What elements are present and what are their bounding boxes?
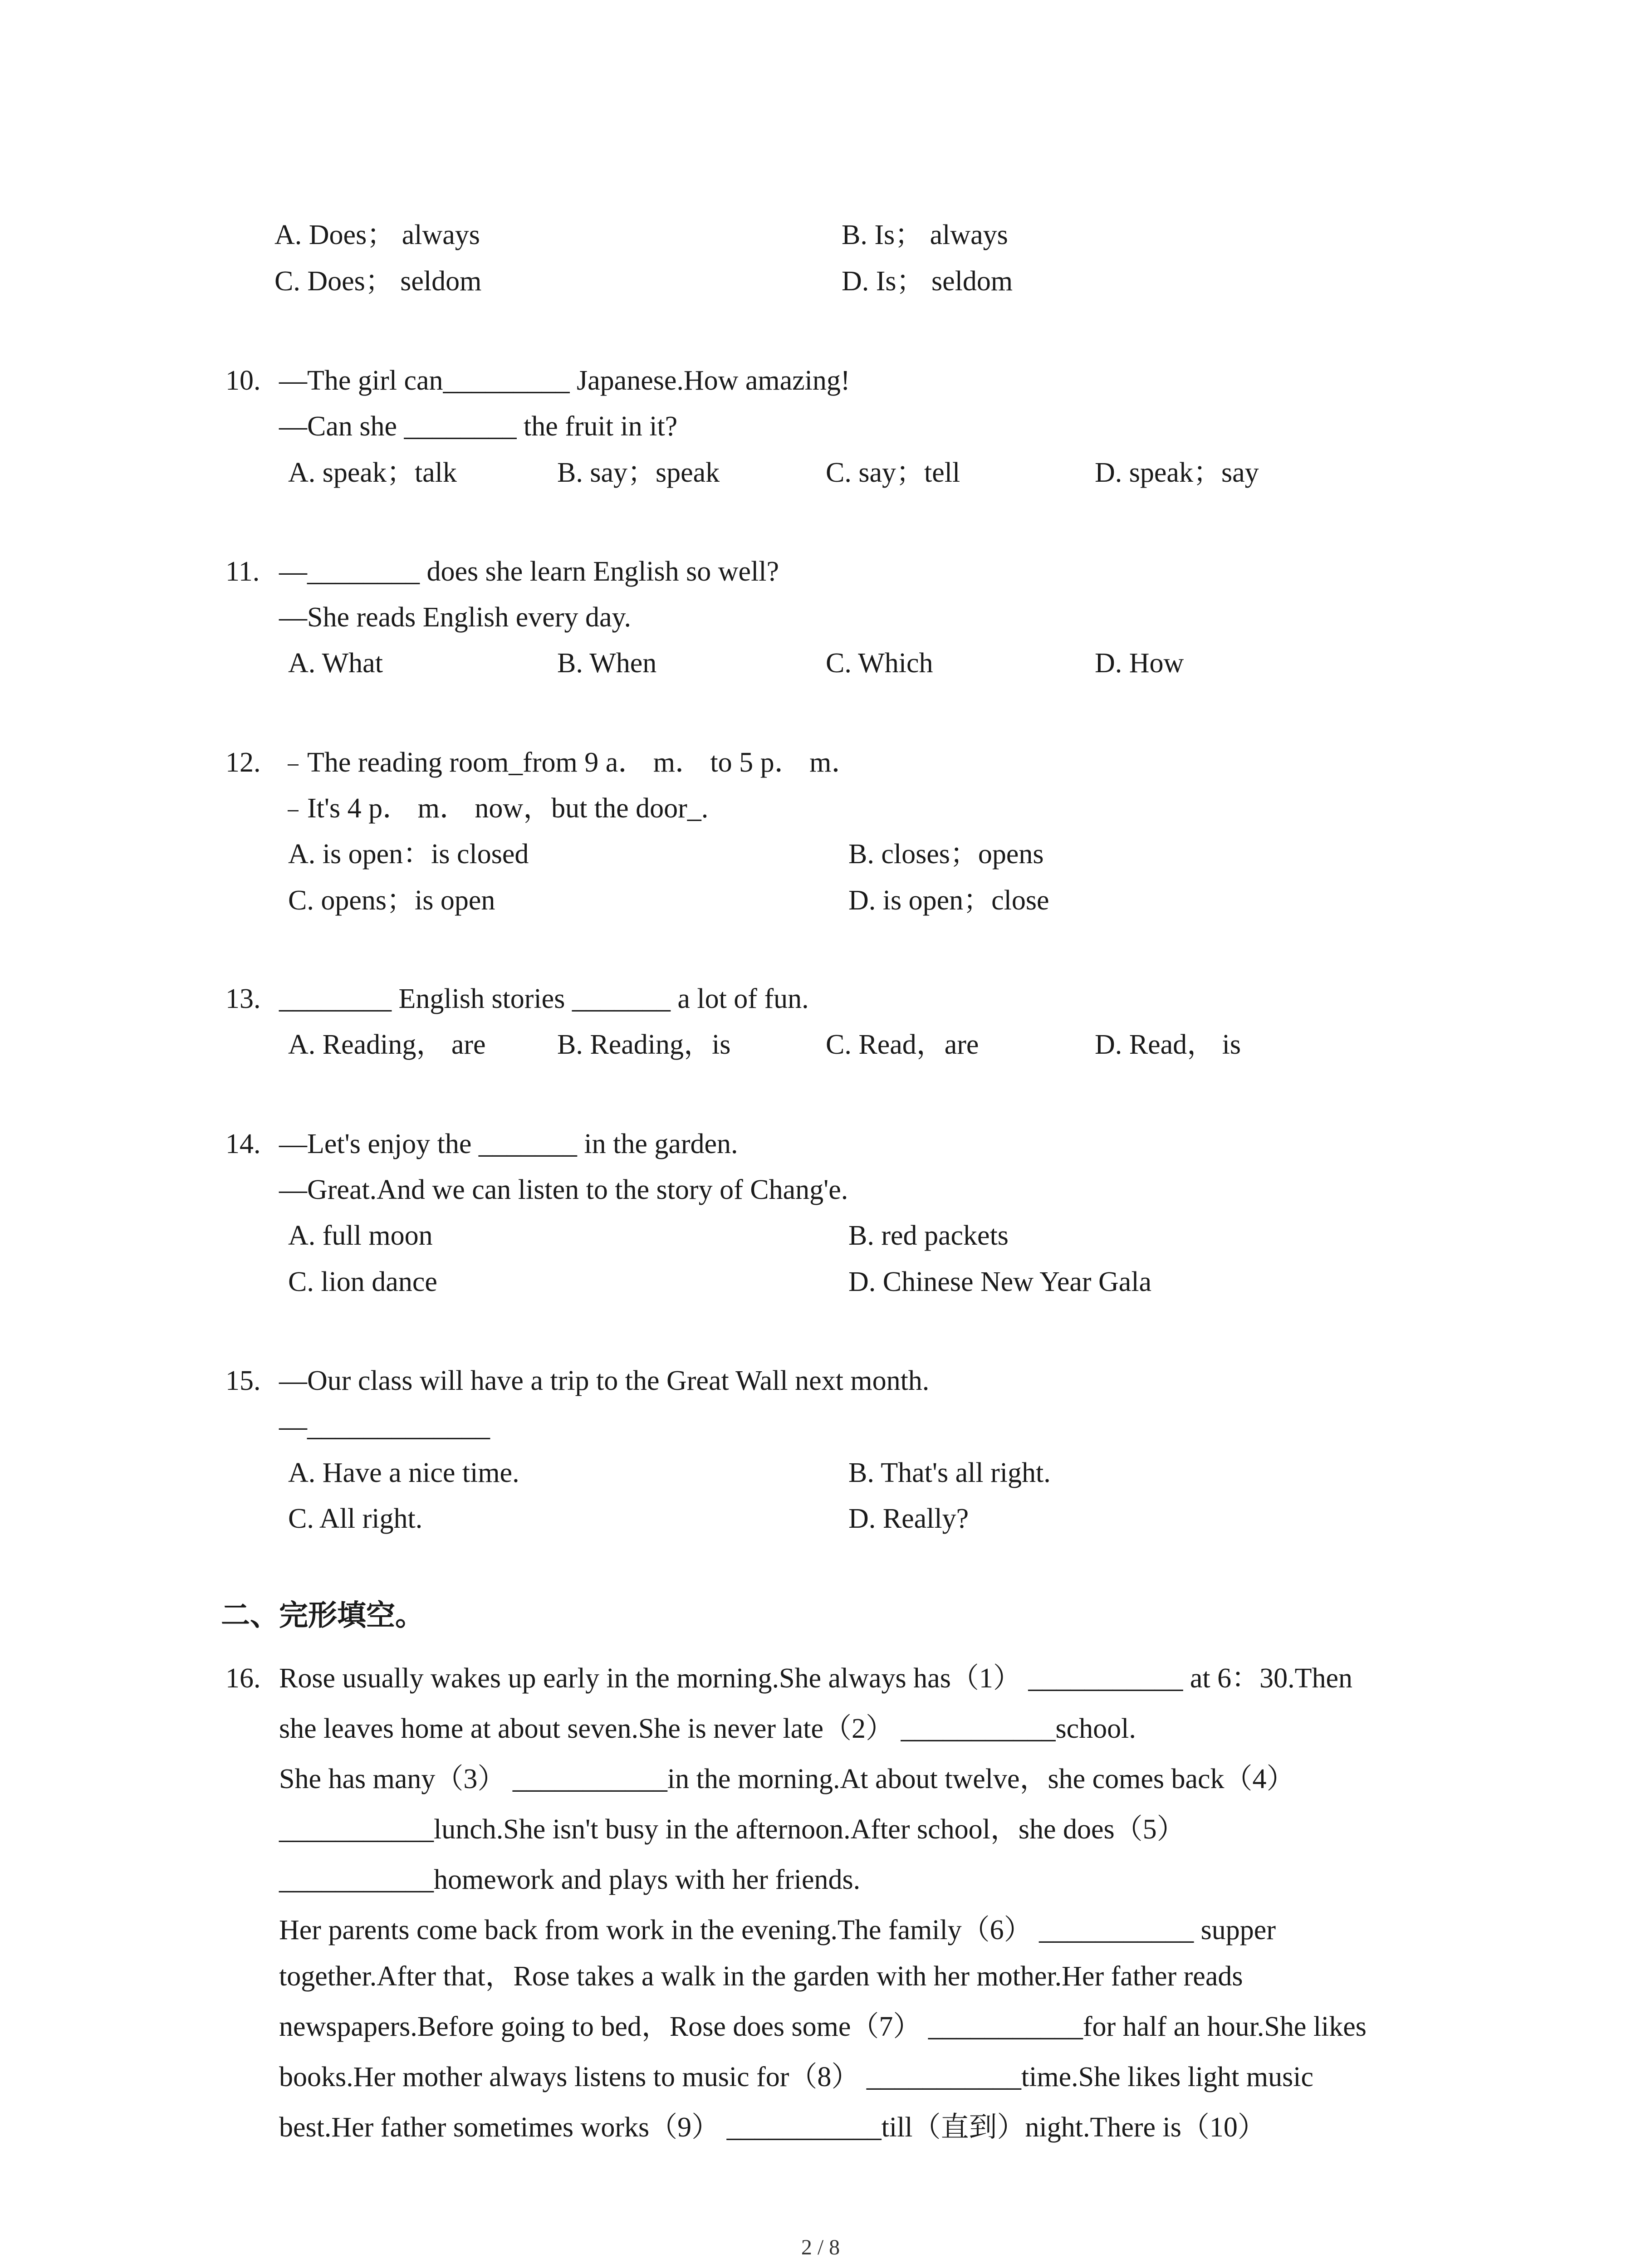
q13-option-d: D. Read， is <box>1095 1029 1241 1060</box>
q11-line1: —________ does she learn English so well? <box>279 556 779 587</box>
q11-option-c: C. Which <box>826 648 933 679</box>
q16-line: She has many（3） ___________in the morning.At about twelve，she comes back（4） <box>279 1764 1295 1794</box>
section-heading: 二、完形填空。 <box>221 1599 424 1633</box>
q14-line2: —Great.And we can listen to the story of Chang'e. <box>279 1174 848 1205</box>
q15-number: 15. <box>225 1365 261 1396</box>
q16-line: ___________lunch.She isn't busy in the afternoon.After school，she does（5） <box>279 1814 1185 1845</box>
q10-number: 10. <box>225 365 261 396</box>
q12-option-c: C. opens；is open <box>288 885 495 916</box>
q11-option-a: A. What <box>288 648 383 679</box>
q14-number: 14. <box>225 1129 261 1159</box>
q11-option-b: B. When <box>557 648 657 679</box>
q9-option-b: B. Is； always <box>842 220 1008 250</box>
q16-line: Her parents come back from work in the evening.The family（6） ___________ supper <box>279 1915 1276 1945</box>
q16-line: together.After that，Rose takes a walk in the garden with her mother.Her father reads <box>279 1961 1243 1992</box>
q9-option-d: D. Is； seldom <box>842 266 1013 297</box>
q15-option-c: C. All right. <box>288 1503 423 1534</box>
q14-line1: —Let's enjoy the _______ in the garden. <box>279 1129 738 1159</box>
q9-option-c: C. Does； seldom <box>274 266 482 297</box>
q15-option-b: B. That's all right. <box>848 1457 1051 1488</box>
q13-number: 13. <box>225 983 261 1014</box>
q10-option-b: B. say；speak <box>557 457 720 488</box>
q9-option-a: A. Does； always <box>274 220 480 250</box>
q14-option-c: C. lion dance <box>288 1266 437 1297</box>
q13-line1: ________ English stories _______ a lot of fun. <box>279 983 809 1014</box>
q14-option-d: D. Chinese New Year Gala <box>848 1266 1152 1297</box>
q15-line1: —Our class will have a trip to the Great Wall next month. <box>279 1365 930 1396</box>
q10-option-a: A. speak；talk <box>288 457 457 488</box>
q10-line2: —Can she ________ the fruit in it? <box>279 411 678 442</box>
q12-line2: ﹣It's 4 p． m． now，but the door_. <box>279 793 709 824</box>
q14-option-a: A. full moon <box>288 1220 433 1251</box>
page-number: 2 / 8 <box>801 2235 840 2259</box>
q12-number: 12. <box>225 747 261 778</box>
q11-option-d: D. How <box>1095 648 1184 679</box>
q10-option-c: C. say；tell <box>826 457 960 488</box>
q11-number: 11. <box>225 556 260 587</box>
q12-option-a: A. is open：is closed <box>288 839 529 870</box>
q16-line: books.Her mother always listens to music for（8） ___________time.She likes light music <box>279 2062 1313 2092</box>
q13-option-b: B. Reading，is <box>557 1029 731 1060</box>
q16-line: ___________homework and plays with her friends. <box>279 1864 861 1895</box>
q15-option-a: A. Have a nice time. <box>288 1457 519 1488</box>
q16-line: she leaves home at about seven.She is never late（2） ___________school. <box>279 1713 1136 1744</box>
q11-line2: —She reads English every day. <box>279 602 631 633</box>
q16-line: newspapers.Before going to bed，Rose does some（7） ___________for half an hour.She likes <box>279 2011 1367 2042</box>
q15-line2: —_____________ <box>279 1411 490 1442</box>
q13-option-c: C. Read，are <box>826 1029 979 1060</box>
q14-option-b: B. red packets <box>848 1220 1009 1251</box>
q16-number: 16. <box>225 1663 261 1694</box>
q10-option-d: D. speak；say <box>1095 457 1259 488</box>
q13-option-a: A. Reading， are <box>288 1029 486 1060</box>
q10-line1: —The girl can_________ Japanese.How amazing! <box>279 365 850 396</box>
q12-option-b: B. closes；opens <box>848 839 1044 870</box>
q15-option-d: D. Really? <box>848 1503 969 1534</box>
q16-line: best.Her father sometimes works（9） ___________till（直到）night.There is（10） <box>279 2112 1266 2143</box>
q16-line: Rose usually wakes up early in the morning.She always has（1） ___________ at 6：30.Then <box>279 1663 1352 1694</box>
q12-line1: ﹣The reading room_from 9 a． m． to 5 p． m． <box>279 747 860 778</box>
q12-option-d: D. is open；close <box>848 885 1049 916</box>
